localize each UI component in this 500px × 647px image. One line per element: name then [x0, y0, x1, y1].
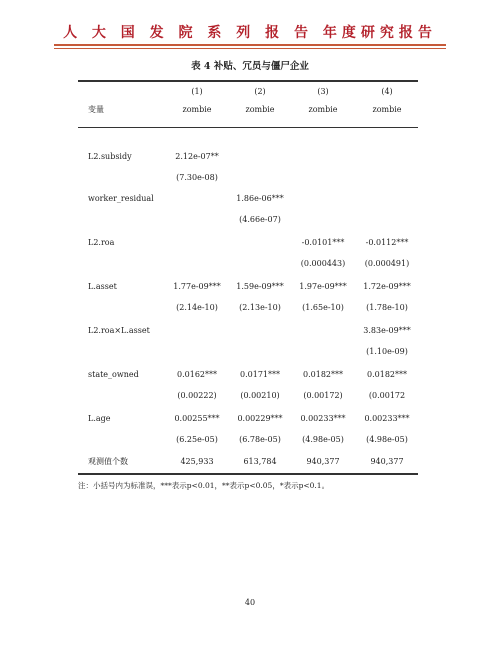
row-label: L2.subsidy — [88, 152, 132, 161]
coefficient-cell: -0.0101*** — [301, 238, 345, 247]
coefficient-cell: 0.0171*** — [240, 370, 280, 379]
row-label: L2.roa — [88, 238, 115, 247]
coefficient-cell: 1.77e-09*** — [173, 282, 221, 291]
row-label: state_owned — [88, 370, 139, 379]
coefficient-cell: 0.00229*** — [237, 414, 283, 423]
std-error-cell: (0.000443) — [300, 259, 346, 268]
coefficient-cell: 0.00233*** — [364, 414, 410, 423]
coefficient-cell: 1.86e-06*** — [236, 194, 284, 203]
page-number: 40 — [244, 598, 256, 607]
report-header-title: 人 大 国 发 院 系 列 报 告 年度研究报告 — [63, 25, 437, 41]
std-error-cell: (1.10e-09) — [366, 347, 408, 356]
table-rule — [78, 127, 418, 128]
observations-cell: 940,377 — [306, 457, 340, 466]
std-error-cell: (2.13e-10) — [239, 303, 281, 312]
std-error-cell: (7.30e-08) — [176, 173, 218, 182]
std-error-cell: (0.00172 — [368, 391, 406, 400]
std-error-cell: (6.78e-05) — [239, 435, 281, 444]
dependent-var: zombie — [182, 105, 212, 114]
header-divider — [54, 44, 446, 46]
dependent-var: zombie — [308, 105, 338, 114]
coefficient-cell: 0.00233*** — [300, 414, 346, 423]
coefficient-cell: 1.59e-09*** — [236, 282, 284, 291]
coefficient-cell: 2.12e-07** — [175, 152, 219, 161]
table-title: 表 4 补贴、冗员与僵尸企业 — [191, 61, 309, 72]
coefficient-cell: 0.00255*** — [174, 414, 220, 423]
column-number: (4) — [381, 87, 393, 96]
std-error-cell: (4.98e-05) — [302, 435, 344, 444]
std-error-cell: (6.25e-05) — [176, 435, 218, 444]
column-number: (1) — [191, 87, 203, 96]
coefficient-cell: -0.0112*** — [365, 238, 409, 247]
std-error-cell: (0.000491) — [364, 259, 410, 268]
column-number: (2) — [254, 87, 266, 96]
coefficient-cell: 1.72e-09*** — [363, 282, 411, 291]
row-label: L.asset — [88, 282, 117, 291]
std-error-cell: (0.00222) — [177, 391, 217, 400]
column-number: (3) — [317, 87, 329, 96]
header-divider-thin — [54, 48, 446, 49]
coefficient-cell: 1.97e-09*** — [299, 282, 347, 291]
coefficient-cell: 3.83e-09*** — [363, 326, 411, 335]
std-error-cell: (4.66e-07) — [239, 215, 281, 224]
std-error-cell: (2.14e-10) — [176, 303, 218, 312]
std-error-cell: (1.78e-10) — [366, 303, 408, 312]
row-label: L2.roa×L.asset — [88, 326, 150, 335]
observations-cell: 613,784 — [243, 457, 277, 466]
dependent-var: zombie — [245, 105, 275, 114]
row-label: worker_residual — [88, 194, 154, 203]
std-error-cell: (4.98e-05) — [366, 435, 408, 444]
observations-cell: 425,933 — [180, 457, 214, 466]
coefficient-cell: 0.0182*** — [303, 370, 343, 379]
coefficient-cell: 0.0182*** — [367, 370, 407, 379]
table-rule — [78, 80, 418, 82]
row-label: L.age — [88, 414, 111, 423]
coefficient-cell: 0.0162*** — [177, 370, 217, 379]
table-note: 注：小括号内为标准误，***表示p<0.01，**表示p<0.05，*表示p<0.1。 — [78, 481, 330, 490]
variable-header: 变量 — [88, 105, 104, 114]
dependent-var: zombie — [372, 105, 402, 114]
observations-label: 观测值个数 — [88, 457, 128, 466]
observations-cell: 940,377 — [370, 457, 404, 466]
table-rule — [78, 473, 418, 475]
std-error-cell: (0.00210) — [240, 391, 280, 400]
std-error-cell: (1.65e-10) — [302, 303, 344, 312]
std-error-cell: (0.00172) — [303, 391, 343, 400]
